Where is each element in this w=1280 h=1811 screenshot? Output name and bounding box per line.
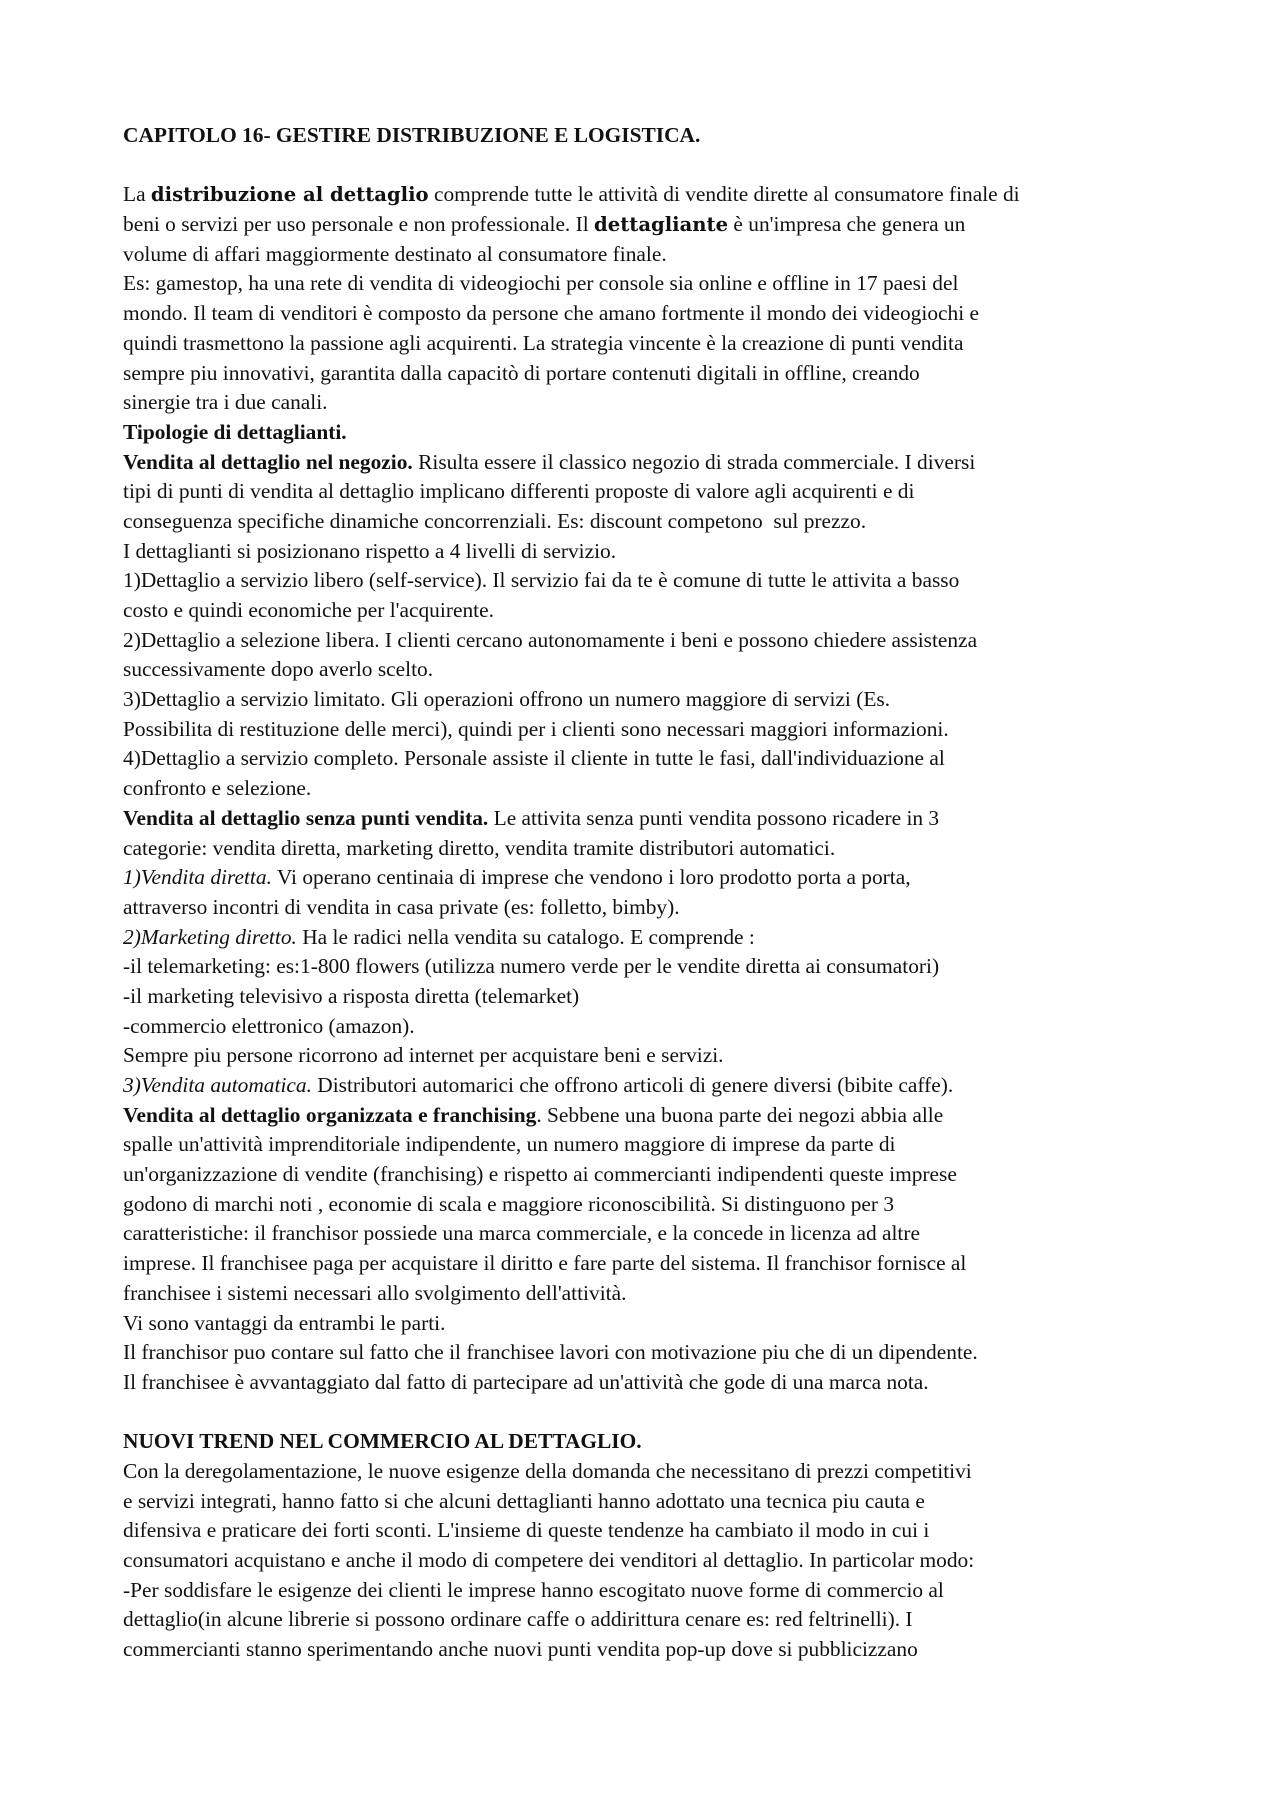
section-trend [123, 1457, 1168, 1665]
text-line: commercianti stanno sperimentando anche nuovi punti vendita pop-up dove si pubblicizzano [123, 1637, 918, 1662]
text-line: e servizi integrati, hanno fatto si che alcuni dettaglianti hanno adottato una tecnica piu cauta e [123, 1488, 925, 1513]
section-negozio [123, 448, 1168, 804]
text-line: Possibilita di restituzione delle merci), quindi per i clienti sono necessari maggiori informazioni. [123, 716, 949, 741]
text-line: I dettaglianti si posizionano rispetto a 4 livelli di servizio. [123, 538, 617, 563]
italic-term: 1)Vendita diretta. [123, 865, 272, 890]
text-line: Il franchisor puo contare sul fatto che il franchisee lavori con motivazione piu che di un dipendente. [123, 1340, 978, 1365]
bold-term: Vendita al dettaglio nel negozio. [123, 449, 413, 474]
text-line [123, 1071, 1168, 1101]
text-line: Es: gamestop, ha una rete di vendita di videogiochi per console sia online e offline in 17 paesi del [123, 271, 959, 296]
text-line: franchisee i sistemi necessari allo svolgimento dell'attività. [123, 1280, 627, 1305]
paragraph-intro [123, 180, 1168, 269]
text-run: comprende tutte le attività di vendite dirette al consumatore finale di [428, 182, 1020, 207]
text-run: Risulta essere il classico negozio di strada commerciale. I diversi [412, 449, 976, 474]
paragraph-example [123, 269, 1168, 417]
text-line: costo e quindi economiche per l'acquirente. [123, 598, 494, 622]
section-heading: NUOVI TREND NEL COMMERCIO AL DETTAGLIO. [123, 1429, 642, 1454]
text-line: caratteristiche: il franchisor possiede una marca commerciale, e la concede in licenza ad altre [123, 1221, 920, 1246]
document-page [123, 121, 1168, 1665]
text-run: Ha le radici nella vendita su catalogo. E comprende : [296, 924, 755, 949]
text-line [123, 804, 1168, 834]
text-line [123, 180, 1168, 210]
text-line: tipi di punti di vendita al dettaglio implicano differenti proposte di valore agli acquirenti e di [123, 479, 915, 504]
text-line [123, 210, 1168, 240]
text-line: conseguenza specifiche dinamiche concorrenziali. Es: discount competono sul prezzo. [123, 508, 867, 533]
italic-term: 3)Vendita automatica. [123, 1073, 312, 1097]
text-line: imprese. Il franchisee paga per acquistare il diritto e fare parte del sistema. Il franchisor fornisce al [123, 1251, 967, 1276]
text-line [123, 1101, 1168, 1131]
text-line: volume di affari maggiormente destinato al consumatore finale. [123, 241, 667, 266]
italic-term: 2)Marketing diretto. [123, 924, 297, 949]
text-line: Il franchisee è avvantaggiato dal fatto di partecipare ad un'attività che gode di una marca nota. [123, 1369, 929, 1394]
text-line: consumatori acquistano e anche il modo di competere dei venditori al dettaglio. In particolar modo: [123, 1548, 975, 1572]
text-line: 4)Dettaglio a servizio completo. Personale assiste il cliente in tutte le fasi, dall'individuazione al [123, 746, 945, 771]
text-line [123, 448, 1168, 478]
text-run: Distributori automarici che offrono articoli di genere diversi (bibite caffe). [311, 1073, 954, 1097]
text-line [123, 863, 1168, 893]
text-run: è un'impresa che genera un [728, 212, 966, 237]
bold-term: Vendita al dettaglio senza punti vendita. [123, 805, 489, 830]
text-run: Vi operano centinaia di imprese che vendono i loro prodotto porta a porta, [271, 865, 911, 890]
text-line: spalle un'attività imprenditoriale indipendente, un numero maggiore di imprese da parte di [123, 1132, 896, 1157]
text-line: categorie: vendita diretta, marketing diretto, vendita tramite distributori automatici. [123, 835, 836, 860]
bold-term: dettagliante [594, 213, 729, 237]
text-line [123, 923, 1168, 953]
text-line: dettaglio(in alcune librerie si possono ordinare caffe o addirittura cenare es: red feltrinelli). I [123, 1607, 913, 1632]
text-line: confronto e selezione. [123, 776, 312, 801]
text-line: Sempre piu persone ricorrono ad internet per acquistare beni e servizi. [123, 1043, 724, 1068]
text-line: -il telemarketing: es:1-800 flowers (utilizza numero verde per le vendite diretta ai consumatori) [123, 954, 940, 979]
text-line: -il marketing televisivo a risposta diretta (telemarket) [123, 983, 580, 1008]
text-line: -commercio elettronico (amazon). [123, 1013, 415, 1038]
section-heading: Tipologie di dettaglianti. [123, 419, 347, 444]
blank-line [123, 151, 1168, 181]
text-line: un'organizzazione di vendite (franchising) e rispetto ai commercianti indipendenti queste imprese [123, 1162, 957, 1187]
text-line: quindi trasmettono la passione agli acquirenti. La strategia vincente è la creazione di punti vendita [123, 330, 964, 355]
text-line: mondo. Il team di venditori è composto da persone che amano fortmente il mondo dei videogiochi e [123, 301, 979, 326]
blank-line [123, 1398, 1168, 1428]
text-line: -Per soddisfare le esigenze dei clienti le imprese hanno escogitato nuove forme di commercio al [123, 1577, 944, 1602]
bold-term: Vendita al dettaglio organizzata e franchising [123, 1102, 537, 1127]
text-line: Vi sono vantaggi da entrambi le parti. [123, 1310, 446, 1335]
section-senza-punti-vendita [123, 804, 1168, 1101]
text-run: Le attivita senza punti vendita possono ricadere in 3 [488, 805, 940, 830]
bold-term: distribuzione al dettaglio [150, 183, 429, 207]
section-franchising [123, 1101, 1168, 1398]
text-line: attraverso incontri di vendita in casa private (es: folletto, bimby). [123, 894, 680, 919]
text-line: 3)Dettaglio a servizio limitato. Gli operazioni offrono un numero maggiore di servizi (Es. [123, 687, 891, 712]
text-line: sempre piu innovativi, garantita dalla capacitò di portare contenuti digitali in offline, creando [123, 360, 920, 385]
text-run: beni o servizi per uso personale e non professionale. Il [123, 212, 595, 237]
text-line: difensiva e praticare dei forti sconti. L'insieme di queste tendenze ha cambiato il modo in cui i [123, 1518, 930, 1543]
text-line: godono di marchi noti , economie di scala e maggiore riconoscibilità. Si distinguono per 3 [123, 1191, 895, 1216]
text-line: sinergie tra i due canali. [123, 390, 328, 415]
text-run: . Sebbene una buona parte dei negozi abbia alle [536, 1102, 944, 1127]
text-line: successivamente dopo averlo scelto. [123, 657, 434, 682]
text-line: 1)Dettaglio a servizio libero (self-service). Il servizio fai da te è comune di tutte le attivita a basso [123, 568, 960, 593]
chapter-title: CAPITOLO 16- GESTIRE DISTRIBUZIONE E LOGISTICA. [123, 123, 701, 147]
text-line: 2)Dettaglio a selezione libera. I clienti cercano autonomamente i beni e possono chiedere assistenza [123, 627, 978, 652]
text-run: La [123, 182, 151, 207]
text-line: Con la deregolamentazione, le nuove esigenze della domanda che necessitano di prezzi competitivi [123, 1458, 972, 1483]
